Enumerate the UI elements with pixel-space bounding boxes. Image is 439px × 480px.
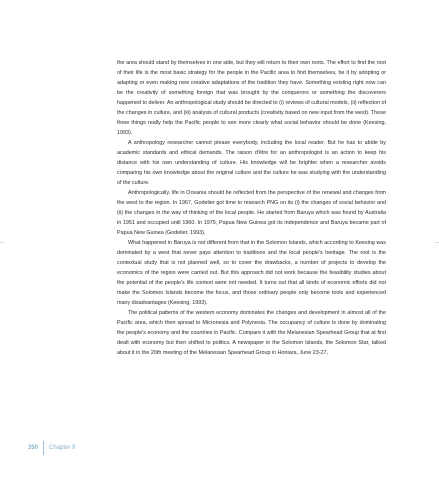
crop-mark-left [0, 242, 4, 243]
paragraph-3: Anthropologically, life in Oceania should be reflected from the perspective of the renewal and changes from the west to the region. In 1967, Godelier got time to research PNG on its (i) the changes of social behavior and (ii) the changes in the way of thinking of the local people. He started from Baruya which was found by Australia in 1951 and occupied until 1960. In 1975, Papua New Guinea got its independence and Baruya became part of Papua New Guinea (Godelier, 1993). [117, 190, 386, 236]
chapter-label: Chapter 9 [49, 445, 76, 451]
crop-mark-right [435, 242, 439, 243]
paragraph-4: What happened in Baruya is not different from that in the Solomon Islands, which according to Keesing was dominated by a west that never pays attention to traditions and the local people's heritage. The root is the contextual study that is not planned well, so to cover the drawbacks, a number of projects to develop the economics of the region were carried out. But this approach did not work because the feasibility studies about the potential of the people's life context were not needed. It turns out that all kinds of economic efforts did not make the Solomon Islands become the focus, and those ordinary people only become tools and experienced many disadvantages (Keesing, 1993). [117, 240, 386, 306]
footer-divider [43, 441, 44, 455]
paragraph-1: the area should stand by themselves in one side, but they will return to their own roots. The effort to find the root of their life is the most basic strategy for the people in the Pacific area to find themselves, be it by adopting or adapting or even making new creative adaptations of the tradition they have. Something existing right now can be the creativity of something foreign that was brought by the conquerors or something the discoverers happened to deliver. An anthropological study should be directed to (i) reviews of cultural models, (ii) reflection of the changes in culture, and (iii) analysis of cultural products (creativity based on new input from the west). These three things really help the Pacific people to see more clearly what social behavior should be done (Keesing, 1993). [117, 60, 386, 136]
page-number: 350 [28, 445, 39, 451]
page-footer [28, 443, 75, 453]
paragraph-5: The political patterns of the western economy dominates the changes and development in almost all of the Pacific area, which then spread to Micronesia and Polynesia. The occupancy of culture is done by dominating the people's economy and the countries in Pacific. Compare it with the Melanesian Spearhead Group that at first dealt with economy but then shifted to politics. A newspaper in the Solomon Islands, the Solomon Star, talked about it in the 20th meeting of the Melanesian Spearhead Group in Honiara, June 23-27, [117, 310, 386, 356]
body-text [117, 58, 386, 358]
paragraph-2: A anthropology researcher cannot please everybody, including the local reader. But he has to abide by academic standards and ethical demands. The raison d'être for an anthropologist is an action to keep his distance with his own understanding of culture. His knowledge will be brighter when a researcher avoids comparing his own knowledge about the original culture and the culture he was studying with the understanding of the culture. [117, 140, 386, 186]
